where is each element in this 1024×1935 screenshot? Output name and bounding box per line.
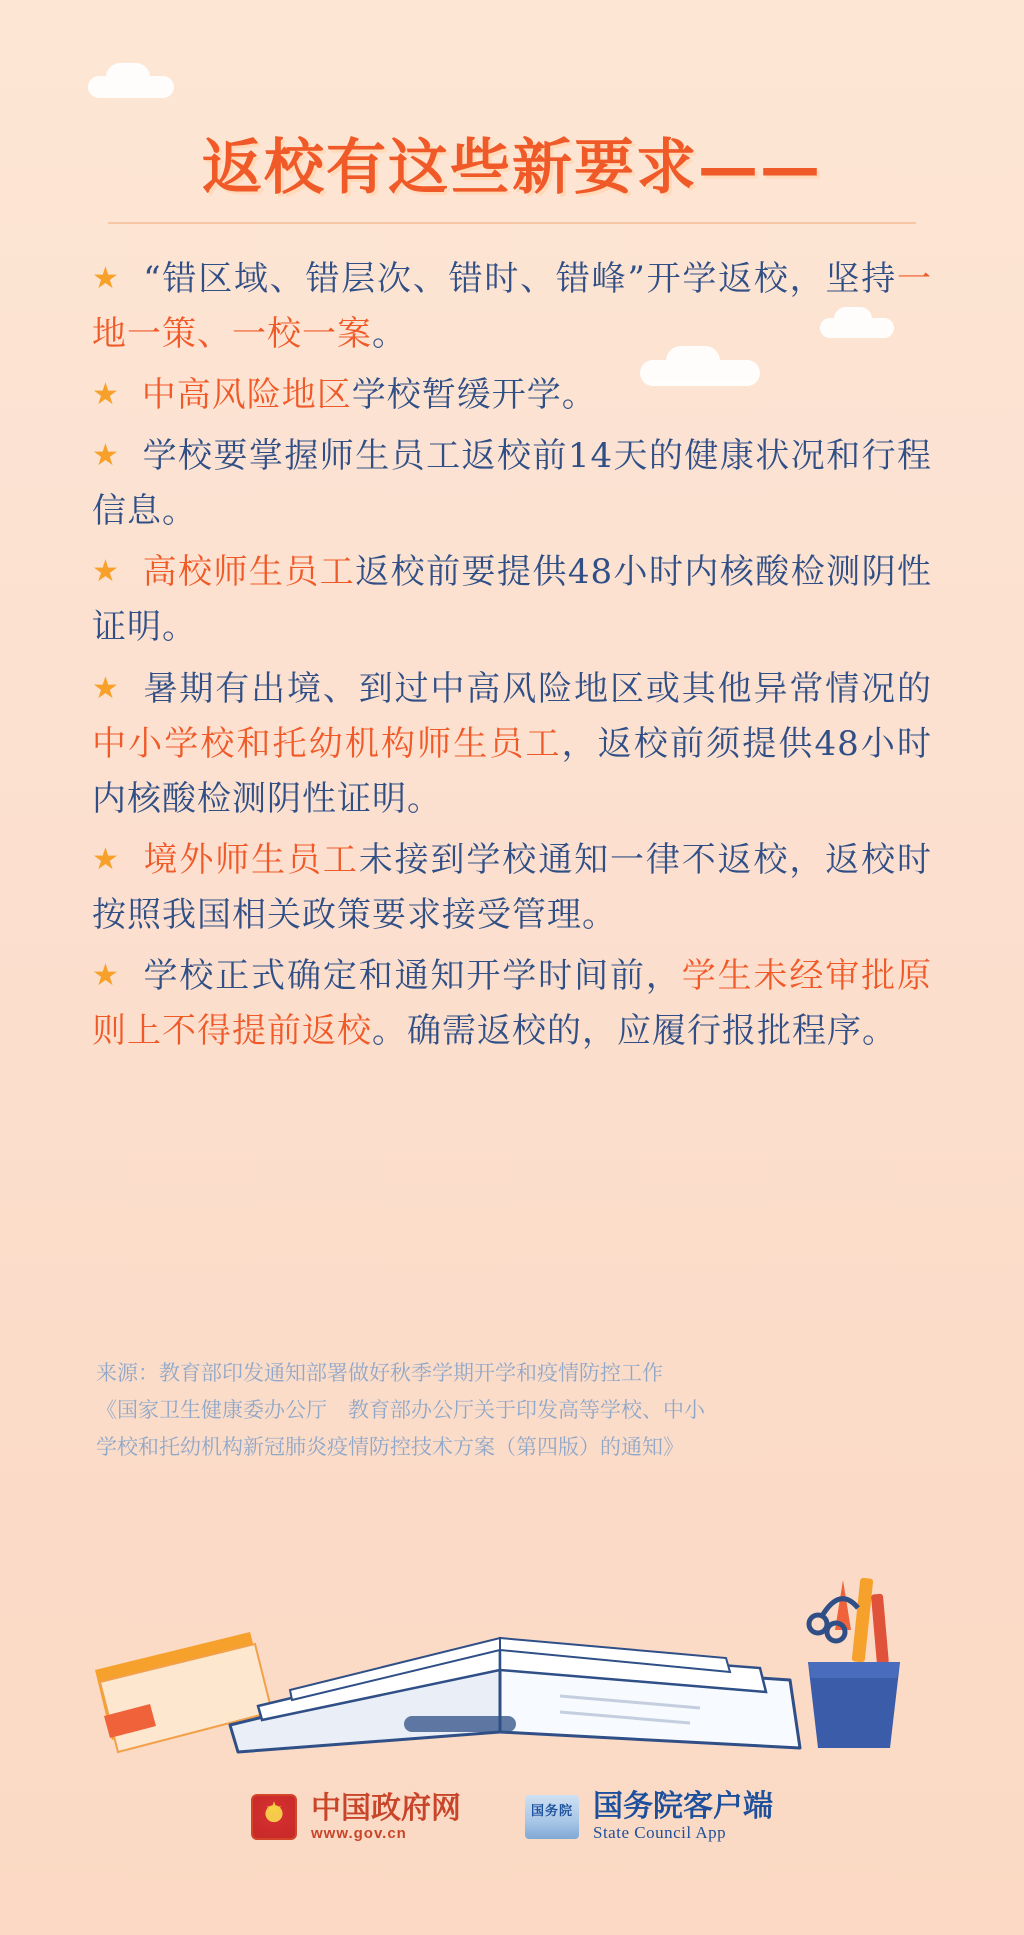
open-book-illustration xyxy=(0,1520,1024,1780)
paragraph-run: 返校前要提供48小时内核酸检测阴性证明。 xyxy=(92,552,933,648)
footer-brands xyxy=(0,1790,1024,1843)
source-line: 《国家卫生健康委办公厅 教育部办公厅关于印发高等学校、中小 xyxy=(96,1397,705,1422)
list-item xyxy=(92,662,932,827)
paragraph-run-accent: 中小学校和托幼机构师生员工 xyxy=(92,723,562,764)
paragraph-run-accent: 境外师生员工 xyxy=(143,839,359,880)
star-icon: ★ xyxy=(92,438,121,474)
star-icon: ★ xyxy=(92,261,121,296)
list-item xyxy=(92,545,932,655)
paragraph-run: 。确需返校的，应履行报批程序。 xyxy=(372,1011,897,1052)
star-icon: ★ xyxy=(92,377,120,413)
requirements-list xyxy=(92,252,932,1065)
paragraph-run: 暑期有出境、到过中高风险地区或其他异常情况的 xyxy=(143,668,933,709)
cloud-decoration-icon xyxy=(88,76,174,98)
state-council-badge-icon xyxy=(525,1795,579,1839)
state-council-brand[interactable] xyxy=(525,1790,773,1843)
paragraph-run-accent: 学生未经审批原则上不得提前返校 xyxy=(92,955,933,1052)
source-line: 来源：教育部印发通知部署做好秋季学期开学和疫情防控工作 xyxy=(96,1361,663,1385)
national-emblem-icon xyxy=(251,1794,297,1840)
paragraph-run-accent: 一地一策、一校一案 xyxy=(92,259,933,355)
title-divider xyxy=(108,222,916,224)
paragraph-run: 未接到学校通知一律不返校，返校时按照我国相关政策要求接受管理。 xyxy=(92,839,933,935)
gov-brand-url: www.gov.cn xyxy=(311,1824,407,1842)
paragraph-run: 。 xyxy=(372,314,407,355)
list-item xyxy=(92,949,932,1059)
star-icon: ★ xyxy=(92,957,121,993)
paragraph-run: “错区域、错层次、错时、错峰”开学返校，坚持 xyxy=(143,259,898,299)
list-item xyxy=(92,833,932,943)
gov-brand-name: 中国政府网 xyxy=(311,1790,461,1826)
star-icon: ★ xyxy=(92,670,121,706)
list-item xyxy=(92,252,932,362)
paragraph-run: 学校暂缓开学。 xyxy=(351,375,597,416)
page-title: 返校有这些新要求—— xyxy=(202,133,822,203)
source-note xyxy=(96,1355,932,1465)
star-icon: ★ xyxy=(92,554,121,590)
paragraph-run-accent: 中高风险地区 xyxy=(141,375,352,416)
source-line: 学校和托幼机构新冠肺炎疫情防控技术方案（第四版）的通知》 xyxy=(96,1434,684,1459)
paragraph-run: 学校要掌握师生员工返校前14天的健康状况和行程信息。 xyxy=(92,436,933,532)
state-council-name: 国务院客户端 xyxy=(593,1789,773,1824)
list-item xyxy=(92,368,932,423)
paragraph-run: ，返校前须提供48小时内核酸检测阴性证明。 xyxy=(92,723,933,819)
state-council-subtitle: State Council App xyxy=(593,1823,727,1842)
paragraph-run-accent: 高校师生员工 xyxy=(142,552,356,593)
pencil-cup-icon xyxy=(808,1578,900,1748)
list-item xyxy=(92,429,932,539)
book-icon xyxy=(230,1638,800,1752)
star-icon: ★ xyxy=(92,841,121,877)
paragraph-run: 学校正式确定和通知开学时间前， xyxy=(143,955,682,996)
state-council-badge-label: 国务院 xyxy=(530,1803,573,1819)
gov-brand[interactable] xyxy=(251,1792,461,1842)
